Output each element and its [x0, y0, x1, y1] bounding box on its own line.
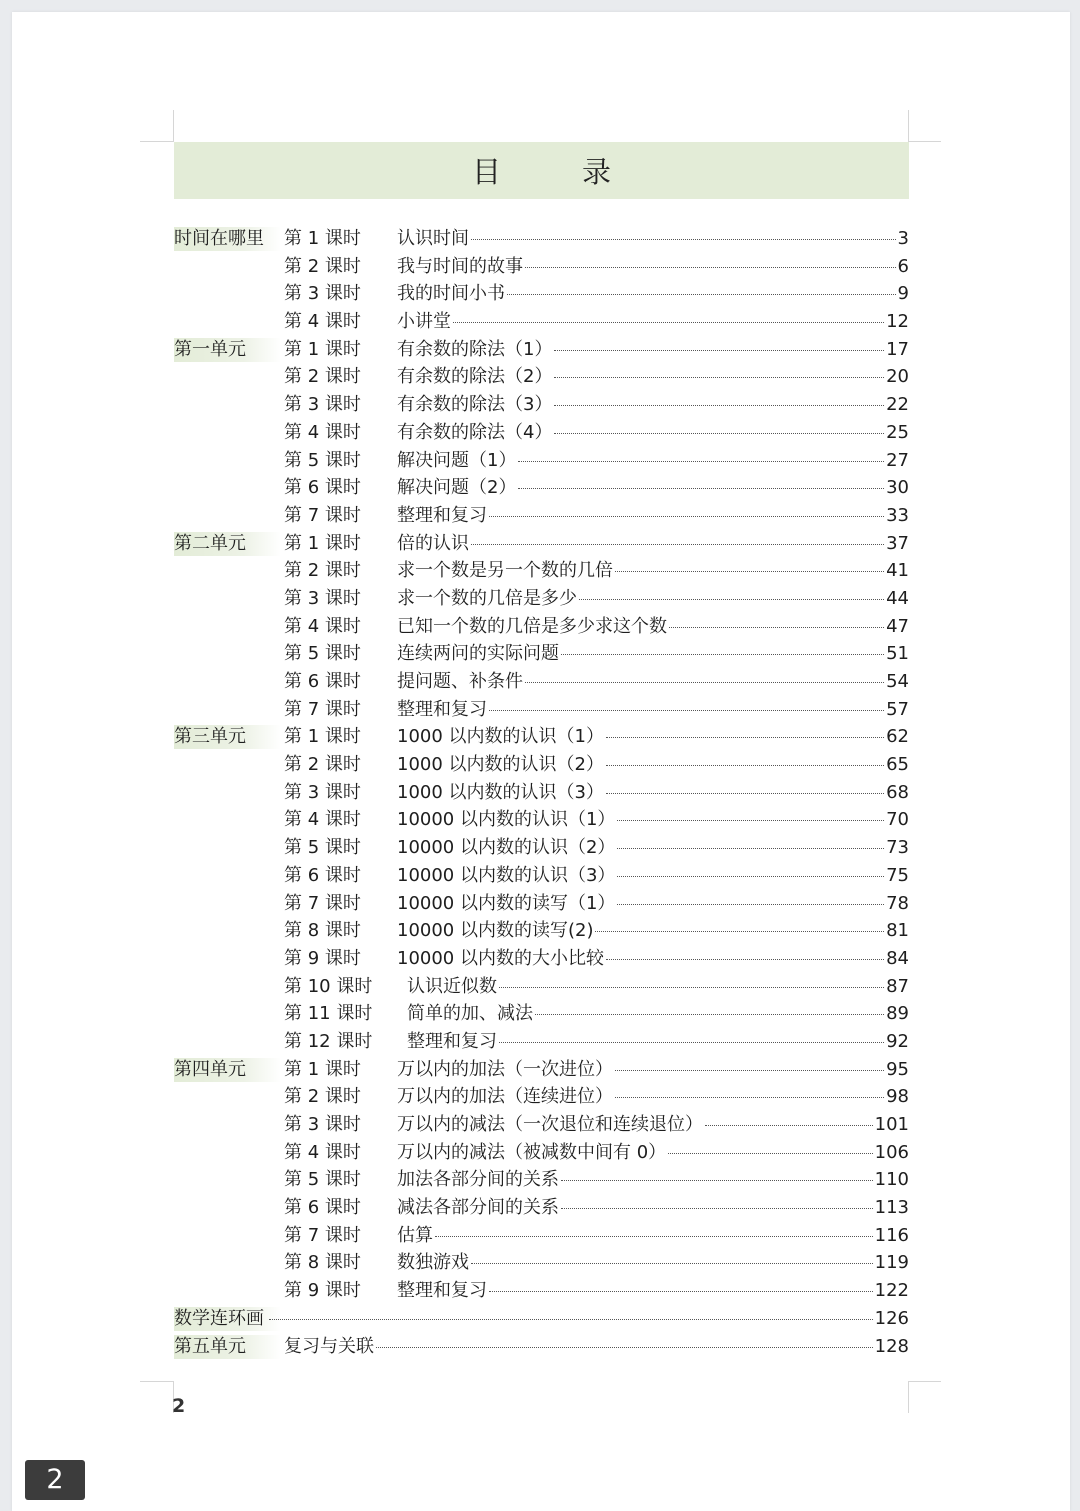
- page-ref: 20: [886, 366, 909, 388]
- toc-entry[interactable]: [267, 1305, 909, 1333]
- page-ref: 62: [886, 726, 909, 748]
- page-ref: 78: [886, 892, 909, 914]
- dot-leader: [595, 931, 884, 932]
- lesson-title: 小讲堂: [397, 311, 451, 333]
- page-ref: 6: [897, 255, 909, 277]
- lesson-number: 第 8 课时: [284, 1252, 361, 1274]
- page-ref: 113: [874, 1197, 909, 1219]
- toc-row[interactable]: [174, 751, 909, 779]
- lesson-number: 第 2 课时: [284, 1086, 361, 1108]
- lesson-title: 加法各部分间的关系: [397, 1169, 559, 1191]
- toc-row[interactable]: [174, 419, 909, 447]
- page-ref: 73: [886, 837, 909, 859]
- page-ref: 44: [886, 587, 909, 609]
- page-ref: 75: [886, 864, 909, 886]
- toc-row[interactable]: [174, 862, 909, 890]
- dot-leader: [606, 765, 884, 766]
- lesson-title: 连续两问的实际问题: [397, 643, 559, 665]
- lesson-number: 第 6 课时: [284, 671, 361, 692]
- toc-entry[interactable]: [397, 336, 909, 364]
- page-ref: 116: [874, 1224, 909, 1246]
- unit-label: 数学连环画: [174, 1307, 281, 1331]
- dot-leader: [535, 1014, 884, 1015]
- toc-entry[interactable]: [397, 1083, 909, 1111]
- page-ref: 30: [886, 477, 909, 499]
- lesson-title: 10000 以内数的认识（2）: [397, 837, 616, 859]
- page-ref: 65: [886, 754, 909, 776]
- lesson-number: 第 2 课时: [284, 255, 361, 277]
- lesson-title: 10000 以内数的认识（1）: [397, 809, 616, 831]
- dot-leader: [554, 405, 884, 406]
- lesson-title: 万以内的减法（一次退位和连续退位）: [397, 1114, 703, 1135]
- page-ref: 70: [886, 809, 909, 831]
- toc-row[interactable]: [174, 1028, 909, 1056]
- lesson-number: 第 6 课时: [284, 1197, 361, 1219]
- page-ref: 128: [874, 1335, 909, 1357]
- dot-leader: [471, 239, 896, 240]
- crop-mark: [908, 1381, 909, 1413]
- lesson-number: 第 7 课时: [284, 892, 361, 914]
- toc-row[interactable]: [174, 502, 909, 530]
- dot-leader: [668, 1153, 872, 1154]
- lesson-title: 1000 以内数的认识（2）: [397, 754, 604, 776]
- lesson-title: 减法各部分间的关系: [397, 1197, 559, 1219]
- lesson-number: 第 7 课时: [284, 698, 361, 720]
- lesson-number: 第 1 课时: [284, 1058, 361, 1080]
- toc-row[interactable]: [174, 363, 909, 391]
- toc-row[interactable]: [174, 1056, 909, 1084]
- page-ref: 33: [886, 504, 909, 526]
- page-number: 2: [172, 1395, 186, 1417]
- dot-leader: [617, 876, 884, 877]
- toc-row[interactable]: [174, 640, 909, 668]
- page-ref: 106: [874, 1141, 909, 1163]
- unit-label: 第三单元: [174, 725, 281, 749]
- dot-leader: [376, 1347, 873, 1348]
- lesson-title: 整理和复习: [407, 1030, 497, 1052]
- toc-row[interactable]: [174, 1333, 909, 1361]
- toc-entry[interactable]: [397, 474, 909, 502]
- page-ref: 9: [897, 283, 909, 305]
- dot-leader: [606, 959, 884, 960]
- lesson-title: 1000 以内数的认识（1）: [397, 726, 604, 748]
- crop-mark: [909, 1381, 941, 1382]
- page-ref: 57: [886, 698, 909, 720]
- page-ref: 17: [886, 338, 909, 360]
- toc-row[interactable]: [174, 1222, 909, 1250]
- dot-leader: [617, 820, 884, 821]
- toc-entry[interactable]: [397, 613, 909, 641]
- toc-title-band: [174, 142, 909, 199]
- lesson-number: 第 10 课时: [284, 975, 373, 997]
- crop-mark: [140, 141, 174, 142]
- lesson-number: 第 5 课时: [284, 837, 361, 859]
- toc-row[interactable]: [174, 1305, 909, 1333]
- toc-entry[interactable]: [397, 1056, 909, 1084]
- lesson-number: 第 3 课时: [284, 394, 361, 416]
- dot-leader: [489, 710, 884, 711]
- toc-entry[interactable]: [397, 1139, 909, 1167]
- crop-mark: [908, 110, 909, 142]
- toc-row[interactable]: [174, 280, 909, 308]
- toc-entry[interactable]: [397, 751, 909, 779]
- toc-entry[interactable]: [397, 806, 909, 834]
- toc-row[interactable]: [174, 806, 909, 834]
- lesson-title: 求一个数是另一个数的几倍: [397, 560, 613, 582]
- toc-row[interactable]: [174, 890, 909, 918]
- page-ref: 122: [874, 1280, 909, 1302]
- unit-label: 时间在哪里: [174, 227, 281, 251]
- toc-entry[interactable]: [397, 862, 909, 890]
- lesson-title: 万以内的减法（被减数中间有 0）: [397, 1141, 667, 1163]
- table-of-contents: [174, 225, 909, 1360]
- lesson-title: 有余数的除法（3）: [397, 394, 553, 416]
- lesson-number: 第 7 课时: [284, 504, 361, 526]
- toc-row[interactable]: [174, 1194, 909, 1222]
- lesson-title: 提问题、补条件: [397, 671, 523, 692]
- dot-leader: [489, 516, 884, 517]
- dot-leader: [554, 377, 884, 378]
- lesson-title: 有余数的除法（2）: [397, 366, 553, 388]
- page-ref: 89: [886, 1003, 909, 1025]
- dot-leader: [453, 322, 884, 323]
- crop-mark: [173, 110, 174, 142]
- toc-row[interactable]: [174, 253, 909, 281]
- dot-leader: [435, 1236, 873, 1237]
- page-ref: 22: [886, 394, 909, 416]
- lesson-number: 第 5 课时: [284, 1169, 361, 1191]
- dot-leader: [705, 1125, 873, 1126]
- lesson-number: 第 1 课时: [284, 726, 361, 748]
- toc-row[interactable]: [174, 945, 909, 973]
- toc-entry[interactable]: [397, 1249, 909, 1277]
- lesson-number: 第 2 课时: [284, 754, 361, 776]
- toc-entry[interactable]: [397, 1194, 909, 1222]
- page-ref: 25: [886, 421, 909, 443]
- page-ref: 110: [874, 1169, 909, 1191]
- dot-leader: [606, 793, 884, 794]
- page-badge: 2: [25, 1460, 85, 1500]
- lesson-title: 10000 以内数的认识（3）: [397, 864, 616, 886]
- lesson-number: 第 11 课时: [284, 1003, 373, 1025]
- toc-row[interactable]: [174, 1277, 909, 1305]
- page-ref: 126: [874, 1307, 909, 1329]
- lesson-title: 10000 以内数的读写(2): [397, 920, 594, 942]
- dot-leader: [499, 987, 884, 988]
- lesson-number: 第 6 课时: [284, 864, 361, 886]
- toc-entry[interactable]: [397, 585, 909, 613]
- toc-row[interactable]: [174, 1083, 909, 1111]
- dot-leader: [606, 737, 884, 738]
- page-ref: 54: [886, 671, 909, 692]
- dot-leader: [561, 1208, 873, 1209]
- dot-leader: [615, 1070, 884, 1071]
- toc-row[interactable]: [174, 696, 909, 724]
- lesson-title: 我与时间的故事: [397, 255, 523, 277]
- toc-entry[interactable]: [397, 779, 909, 807]
- toc-row[interactable]: [174, 917, 909, 945]
- toc-row[interactable]: [174, 1166, 909, 1194]
- lesson-number: 第 2 课时: [284, 366, 361, 388]
- toc-entry[interactable]: [397, 1111, 909, 1139]
- dot-leader: [471, 544, 884, 545]
- lesson-title: 解决问题（1）: [397, 449, 517, 471]
- page-ref: 41: [886, 560, 909, 582]
- lesson-number: 第 3 课时: [284, 587, 361, 609]
- toc-entry[interactable]: [397, 308, 909, 336]
- dot-leader: [554, 350, 884, 351]
- toc-entry[interactable]: [397, 557, 909, 585]
- toc-entry[interactable]: [397, 530, 909, 558]
- toc-row[interactable]: [174, 1249, 909, 1277]
- lesson-number: 第 1 课时: [284, 338, 361, 360]
- dot-leader: [518, 488, 884, 489]
- toc-entry[interactable]: [397, 1166, 909, 1194]
- toc-row[interactable]: [174, 834, 909, 862]
- toc-row[interactable]: [174, 391, 909, 419]
- lesson-number: 第 4 课时: [284, 421, 361, 443]
- lesson-title: 整理和复习: [397, 504, 487, 526]
- page-ref: 37: [886, 532, 909, 554]
- dot-leader: [561, 654, 884, 655]
- crop-mark: [909, 141, 941, 142]
- page-ref: 81: [886, 920, 909, 942]
- lesson-number: 第 3 课时: [284, 283, 361, 305]
- lesson-number: 第 5 课时: [284, 449, 361, 471]
- toc-entry[interactable]: [397, 225, 909, 253]
- toc-entry[interactable]: [407, 1028, 909, 1056]
- unit-label: 第四单元: [174, 1058, 281, 1082]
- dot-leader: [489, 1291, 873, 1292]
- dot-leader: [507, 294, 896, 295]
- page-ref: 3: [897, 228, 909, 249]
- toc-entry[interactable]: [397, 917, 909, 945]
- page-ref: 92: [886, 1030, 909, 1052]
- dot-leader: [669, 627, 884, 628]
- lesson-number: 第 9 课时: [284, 1280, 361, 1302]
- lesson-title: 数独游戏: [397, 1252, 469, 1274]
- dot-leader: [615, 571, 884, 572]
- dot-leader: [617, 848, 884, 849]
- lesson-title: 有余数的除法（4）: [397, 421, 553, 443]
- lesson-title: 10000 以内数的大小比较: [397, 947, 604, 969]
- lesson-title: 解决问题（2）: [397, 477, 517, 499]
- lesson-title: 我的时间小书: [397, 283, 505, 305]
- dot-leader: [471, 1263, 873, 1264]
- toc-row[interactable]: [174, 585, 909, 613]
- toc-entry[interactable]: [397, 363, 909, 391]
- lesson-title: 认识近似数: [407, 975, 497, 997]
- page-ref: 95: [886, 1058, 909, 1080]
- page-ref: 12: [886, 311, 909, 333]
- lesson-number: 第 4 课时: [284, 809, 361, 831]
- dot-leader: [269, 1319, 873, 1320]
- lesson-title: 估算: [397, 1224, 433, 1246]
- dot-leader: [615, 1097, 884, 1098]
- toc-row[interactable]: [174, 613, 909, 641]
- lesson-number: 第 12 课时: [284, 1030, 373, 1052]
- unit-label: 第二单元: [174, 532, 281, 556]
- lesson-number: 第 3 课时: [284, 781, 361, 803]
- toc-entry[interactable]: [397, 945, 909, 973]
- lesson-number: 第 5 课时: [284, 643, 361, 665]
- toc-row[interactable]: [174, 308, 909, 336]
- lesson-number: 第 9 课时: [284, 947, 361, 969]
- lesson-title: 整理和复习: [397, 1280, 487, 1302]
- lesson-title: 万以内的加法（一次进位）: [397, 1058, 613, 1080]
- page-ref: 87: [886, 975, 909, 997]
- toc-row[interactable]: [174, 668, 909, 696]
- dot-leader: [518, 461, 884, 462]
- lesson-title: 有余数的除法（1）: [397, 338, 553, 360]
- lesson-number: 第 1 课时: [284, 228, 361, 249]
- page-ref: 98: [886, 1086, 909, 1108]
- toc-row[interactable]: [174, 1139, 909, 1167]
- page-ref: 84: [886, 947, 909, 969]
- lesson-number: 第 2 课时: [284, 560, 361, 582]
- lesson-number: 第 4 课时: [284, 615, 361, 637]
- toc-row[interactable]: [174, 530, 909, 558]
- toc-row[interactable]: [174, 779, 909, 807]
- lesson-title: 复习与关联: [284, 1335, 374, 1357]
- toc-row[interactable]: [174, 336, 909, 364]
- toc-entry[interactable]: [397, 1222, 909, 1250]
- toc-entry[interactable]: [397, 447, 909, 475]
- toc-row[interactable]: [174, 557, 909, 585]
- lesson-number: 第 7 课时: [284, 1224, 361, 1246]
- toc-entry[interactable]: [284, 1333, 909, 1361]
- unit-label: 第一单元: [174, 338, 281, 362]
- toc-entry[interactable]: [397, 696, 909, 724]
- toc-entry[interactable]: [397, 253, 909, 281]
- page-ref: 27: [886, 449, 909, 471]
- page-ref: 47: [886, 615, 909, 637]
- toc-entry[interactable]: [397, 280, 909, 308]
- lesson-title: 整理和复习: [397, 698, 487, 720]
- lesson-number: 第 4 课时: [284, 311, 361, 333]
- dot-leader: [617, 904, 884, 905]
- lesson-title: 认识时间: [397, 228, 469, 249]
- toc-entry[interactable]: [397, 419, 909, 447]
- toc-entry[interactable]: [397, 1277, 909, 1305]
- lesson-number: 第 3 课时: [284, 1114, 361, 1135]
- toc-entry[interactable]: [397, 834, 909, 862]
- lesson-number: 第 4 课时: [284, 1141, 361, 1163]
- lesson-number: 第 1 课时: [284, 532, 361, 554]
- toc-entry[interactable]: [407, 1000, 909, 1028]
- toc-row[interactable]: [174, 225, 909, 253]
- toc-entry[interactable]: [407, 973, 909, 1001]
- lesson-title: 1000 以内数的认识（3）: [397, 781, 604, 803]
- toc-entry[interactable]: [397, 502, 909, 530]
- crop-mark: [140, 1381, 174, 1382]
- dot-leader: [561, 1180, 873, 1181]
- toc-row[interactable]: [174, 1000, 909, 1028]
- toc-entry[interactable]: [397, 391, 909, 419]
- toc-row[interactable]: [174, 447, 909, 475]
- toc-title: 目 录: [471, 155, 637, 189]
- toc-row[interactable]: [174, 1111, 909, 1139]
- toc-row[interactable]: [174, 723, 909, 751]
- page-ref: 101: [874, 1114, 909, 1135]
- toc-row[interactable]: [174, 474, 909, 502]
- dot-leader: [579, 599, 884, 600]
- lesson-title: 已知一个数的几倍是多少求这个数: [397, 615, 667, 637]
- toc-entry[interactable]: [397, 640, 909, 668]
- toc-entry[interactable]: [397, 890, 909, 918]
- lesson-title: 倍的认识: [397, 532, 469, 554]
- toc-entry[interactable]: [397, 723, 909, 751]
- page-ref: 68: [886, 781, 909, 803]
- dot-leader: [499, 1042, 884, 1043]
- dot-leader: [554, 433, 884, 434]
- lesson-title: 简单的加、减法: [407, 1003, 533, 1025]
- lesson-number: 第 8 课时: [284, 920, 361, 942]
- lesson-title: 10000 以内数的读写（1）: [397, 892, 616, 914]
- lesson-title: 万以内的加法（连续进位）: [397, 1086, 613, 1108]
- toc-row[interactable]: [174, 973, 909, 1001]
- page-ref: 119: [874, 1252, 909, 1274]
- unit-label: 第五单元: [174, 1335, 281, 1359]
- dot-leader: [525, 267, 896, 268]
- lesson-number: 第 6 课时: [284, 477, 361, 499]
- lesson-title: 求一个数的几倍是多少: [397, 587, 577, 609]
- toc-entry[interactable]: [397, 668, 909, 696]
- dot-leader: [525, 682, 884, 683]
- page-ref: 51: [886, 643, 909, 665]
